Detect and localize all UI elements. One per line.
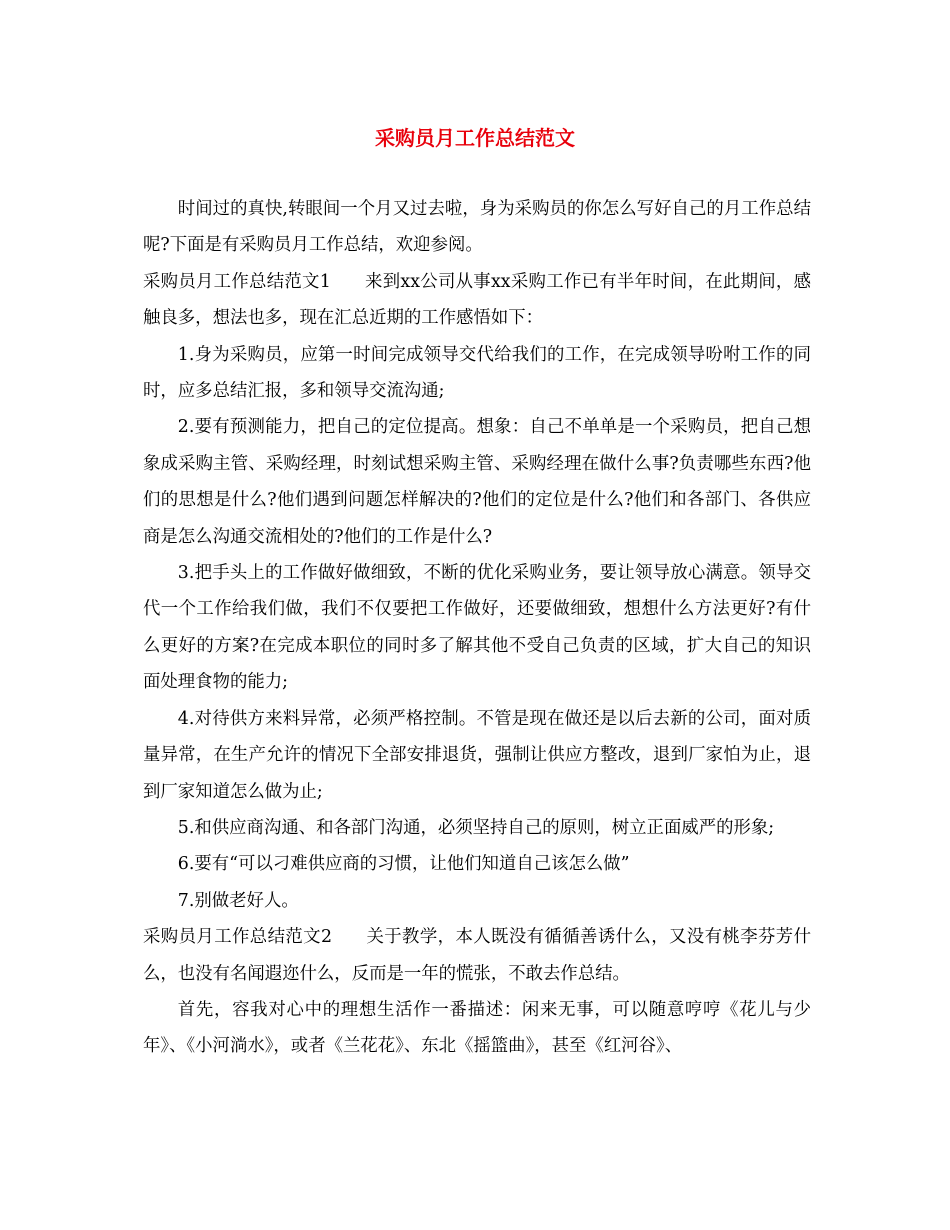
closing-paragraph: 首先，容我对心中的理想生活作一番描述：闲来无事，可以随意哼哼《花儿与少年》、《小河淌水》，或者《兰花花》、东北《摇篮曲》，甚至《红河谷》、 bbox=[143, 999, 811, 1057]
list-item-1: 1.身为采购员，应第一时间完成领导交代给我们的工作，在完成领导吩咐工作的同时，应多总结汇报，多和领导交流沟通; bbox=[143, 344, 811, 402]
list-item-7: 7.别做老好人。 bbox=[177, 890, 299, 911]
section-2-heading: 采购员月工作总结范文2 bbox=[143, 927, 333, 948]
section-2-paragraph bbox=[143, 919, 811, 992]
list-item-5: 5.和供应商沟通、和各部门沟通，必须坚持自己的原则，树立正面威严的形象; bbox=[177, 817, 775, 838]
section-1-text: 来到xx公司从事xx采购工作已有半年时间，在此期间，感触良多，想法也多，现在汇总近期的工作感悟如下： bbox=[143, 271, 811, 329]
section-1-paragraph bbox=[143, 264, 811, 337]
list-item-3: 3.把手头上的工作做好做细致，不断的优化采购业务，要让领导放心满意。领导交代一个工作给我们做，我们不仅要把工作做好，还要做细致，想想什么方法更好?有什么更好的方案?在完成本职位的同时多了解其他不受自己负责的区域，扩大自己的知识面处理食物的能力; bbox=[143, 563, 811, 693]
list-item-4: 4.对待供方来料异常，必须严格控制。不管是现在做还是以后去新的公司，面对质量异常，在生产允许的情况下全部安排退货，强制让供应方整改，退到厂家怕为止，退到厂家知道怎么做为止; bbox=[143, 708, 811, 802]
list-item-2: 2.要有预测能力，把自己的定位提高。想象：自己不单单是一个采购员，把自己想象成采购主管、采购经理，时刻试想采购主管、采购经理在做什么事?负责哪些东西?他们的思想是什么?他们遇到问题怎样解决的?他们的定位是什么?他们和各部门、各供应商是怎么沟通交流相处的?他们的工作是什么? bbox=[143, 417, 811, 547]
document-body bbox=[143, 191, 811, 1065]
section-1-heading: 采购员月工作总结范文1 bbox=[143, 271, 331, 292]
intro-paragraph: 时间过的真快,转眼间一个月又过去啦，身为采购员的你怎么写好自己的月工作总结呢?下面是有采购员月工作总结，欢迎参阅。 bbox=[143, 199, 811, 256]
list-item-6: 6.要有“可以刁难供应商的习惯，让他们知道自己该怎么做” bbox=[177, 854, 630, 875]
document-title: 采购员月工作总结范文 bbox=[375, 126, 575, 150]
section-2-text: 关于教学，本人既没有循循善诱什么，又没有桃李芬芳什么，也没有名闻遐迩什么，反而是一年的慌张，不敢去作总结。 bbox=[143, 927, 811, 984]
